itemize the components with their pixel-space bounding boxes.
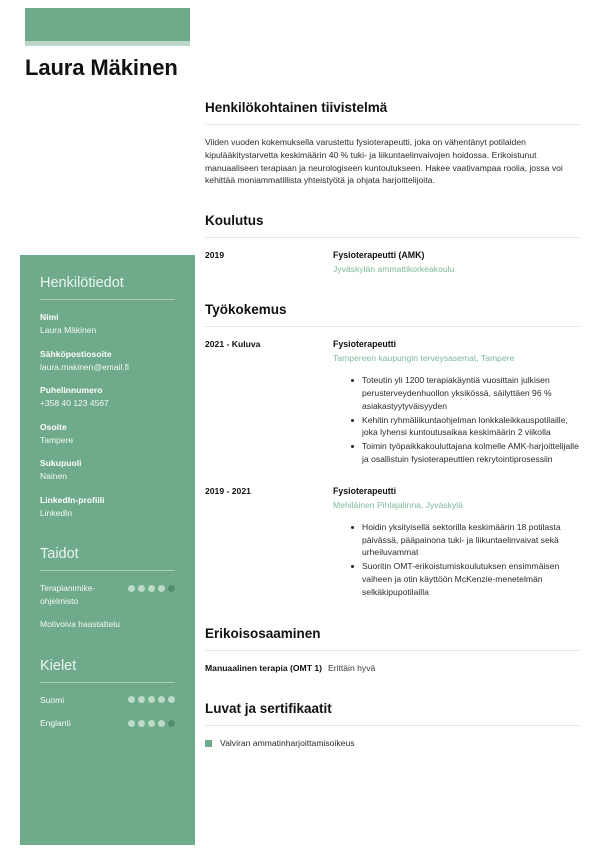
experience-entry xyxy=(205,485,580,600)
personal-field-linkedin xyxy=(40,494,175,520)
sidebar-personal-divider xyxy=(40,299,175,300)
section-title-summary: Henkilökohtainen tiivistelmä xyxy=(205,100,388,115)
section-divider xyxy=(205,326,580,327)
entry-organisation: Jyväskylän ammattikorkeakoulu xyxy=(333,264,455,275)
candidate-name: Laura Mäkinen xyxy=(25,55,178,80)
rating-dot xyxy=(148,585,155,592)
language-name: Englanti xyxy=(40,718,71,728)
rating-dot xyxy=(138,696,145,703)
specialisation-row xyxy=(205,662,455,675)
entry-role: Fysioterapeutti xyxy=(333,339,397,350)
sidebar xyxy=(20,255,195,845)
sidebar-spacer xyxy=(40,642,175,656)
entry-bullet-list xyxy=(333,521,580,599)
personal-field-address xyxy=(40,421,175,447)
personal-field-email xyxy=(40,348,175,374)
experience-entry xyxy=(205,338,580,467)
section-title-certificates: Luvat ja sertifikaatit xyxy=(205,700,332,716)
section-divider xyxy=(205,237,580,238)
language-row xyxy=(40,717,175,730)
entry-date: 2021 - Kuluva xyxy=(205,339,261,350)
section-divider xyxy=(205,650,580,651)
entry-body xyxy=(333,249,580,276)
certificate-row xyxy=(205,737,580,750)
language-rating-dots xyxy=(128,694,175,704)
personal-field-nimi xyxy=(40,311,175,337)
section-specialisation xyxy=(205,624,580,675)
personal-field-label: Nimi xyxy=(40,312,59,322)
personal-field-gender xyxy=(40,457,175,483)
certificate-text: Valviran ammatinharjoittamisoikeus xyxy=(220,737,355,748)
personal-field-label: Osoite xyxy=(40,421,67,432)
rating-dot xyxy=(158,696,165,703)
rating-dot xyxy=(138,585,145,592)
entry-spacer xyxy=(205,467,580,485)
sidebar-languages-divider xyxy=(40,682,175,683)
personal-field-label: Puhelinnumero xyxy=(40,385,103,395)
skill-rating-dots xyxy=(128,582,175,592)
section-experience xyxy=(205,300,580,599)
section-summary xyxy=(205,98,580,187)
rating-dot xyxy=(168,696,175,703)
main-content xyxy=(205,98,580,750)
personal-field-value: Laura Mäkinen xyxy=(40,325,97,335)
rating-dot xyxy=(128,585,135,592)
section-spacer xyxy=(205,187,580,211)
rating-dot xyxy=(168,585,175,592)
entry-organisation: Tampereen kaupungin terveysasemat, Tampere xyxy=(333,353,515,364)
entry-date: 2019 xyxy=(205,250,225,261)
rating-dot xyxy=(168,720,175,727)
section-divider xyxy=(205,725,580,726)
personal-field-value[interactable]: laura.makinen@email.fi xyxy=(40,361,129,372)
entry-bullet: Kehitin ryhmäliikuntaohjelman lonkkaleikkauspotilaille, joka lyhensi kuntoutusaikaa keskimäärin 2 viikolla xyxy=(351,414,580,440)
rating-dot xyxy=(148,696,155,703)
personal-field-phone xyxy=(40,384,175,410)
section-spacer xyxy=(205,600,580,624)
section-education xyxy=(205,211,580,276)
personal-field-label: Sukupuoli xyxy=(40,458,82,468)
rating-dot xyxy=(158,720,165,727)
square-bullet-icon xyxy=(205,740,212,747)
personal-field-label: Sähköpostiosoite xyxy=(40,348,112,359)
section-spacer xyxy=(205,675,580,699)
rating-dot xyxy=(158,585,165,592)
education-entry xyxy=(205,249,580,276)
personal-field-label: LinkedIn-profiili xyxy=(40,494,105,505)
language-rating-dots xyxy=(128,717,175,727)
section-title-experience: Työkokemus xyxy=(205,302,287,318)
entry-bullet: Toteutin yli 1200 terapiakäyntiä vuosittain julkisen perusterveydenhuollon yksikössä, säilyttäen 96 % asiakastyytyväisyyden xyxy=(351,374,580,412)
entry-body xyxy=(333,338,580,467)
personal-field-value: Nainen xyxy=(40,471,67,481)
section-certificates xyxy=(205,699,580,750)
entry-role: Fysioterapeutti (AMK) xyxy=(333,250,425,261)
skill-name: Motivoiva haastattelu xyxy=(40,619,120,629)
sidebar-skills-divider xyxy=(40,570,175,571)
entry-bullet: Suoritin OMT-erikoistumiskoulutuksen ensimmäisen vaiheen ja otin käyttöön McKenzie-menetelmän selkäkipupotilailla xyxy=(351,560,580,598)
sidebar-spacer xyxy=(40,530,175,544)
entry-body xyxy=(333,485,580,600)
rating-dot xyxy=(148,720,155,727)
specialisation-level: Erittäin hyvä xyxy=(328,662,376,673)
section-title-specialisation: Erikoisosaaminen xyxy=(205,625,321,641)
entry-bullet-list xyxy=(333,374,580,466)
entry-date: 2019 - 2021 xyxy=(205,485,251,496)
sidebar-section-personal xyxy=(40,273,175,519)
entry-organisation: Mehiläinen Pihlajalinna, Jyväskylä xyxy=(333,499,463,510)
skill-row xyxy=(40,618,175,631)
section-divider xyxy=(205,124,580,125)
logo-underbar xyxy=(25,41,190,46)
entry-bullet: Hoidin yksityisellä sektorilla keskimäärin 18 potilasta päivässä, pääpainona tuki- ja liikuntaelinvaivat sekä urheiluvammat xyxy=(351,521,580,559)
sidebar-personal-title: Henkilötiedot xyxy=(40,275,124,291)
skill-row xyxy=(40,582,175,607)
personal-field-value[interactable]: LinkedIn xyxy=(40,507,73,518)
entry-role: Fysioterapeutti xyxy=(333,485,397,496)
sidebar-section-skills xyxy=(40,544,175,631)
rating-dot xyxy=(138,720,145,727)
sidebar-languages-title: Kielet xyxy=(40,657,77,674)
specialisation-name: Manuaalinen terapia (OMT 1) xyxy=(205,662,322,673)
language-row xyxy=(40,694,175,707)
rating-dot xyxy=(128,720,135,727)
language-name: Suomi xyxy=(40,694,65,705)
section-title-education: Koulutus xyxy=(205,213,264,229)
skill-name: Terapianimike-ohjelmisto xyxy=(40,583,96,606)
logo-block xyxy=(25,8,190,41)
sidebar-skills-title: Taidot xyxy=(40,546,79,562)
summary-text: Viiden vuoden kokemuksella varustettu fysioterapeutti, joka on vähentänyt potilaiden kipulääkitystarvetta keskimäärin 40 % tuki- ja liikuntaelinvaivojen hoidossa. Erikoistunut manuaaliseen terapiaan ja neurologiseen kuntoutukseen. Hakee vaativampaa roolia, jossa voi kehittää moniammatillista yhteistyötä ja ohjata harjoittelijoita. xyxy=(205,137,563,186)
personal-field-value: +358 40 123 4567 xyxy=(40,398,109,408)
section-spacer xyxy=(205,276,580,300)
entry-bullet: Toimin työpaikkakouluttajana kolmelle AMK-harjoittelijalle ja osallistuin fysioterapeuttien rekrytointiprosessiin xyxy=(351,440,580,466)
rating-dot xyxy=(128,696,135,703)
personal-field-value: Tampere xyxy=(40,434,74,445)
sidebar-section-languages xyxy=(40,656,175,730)
